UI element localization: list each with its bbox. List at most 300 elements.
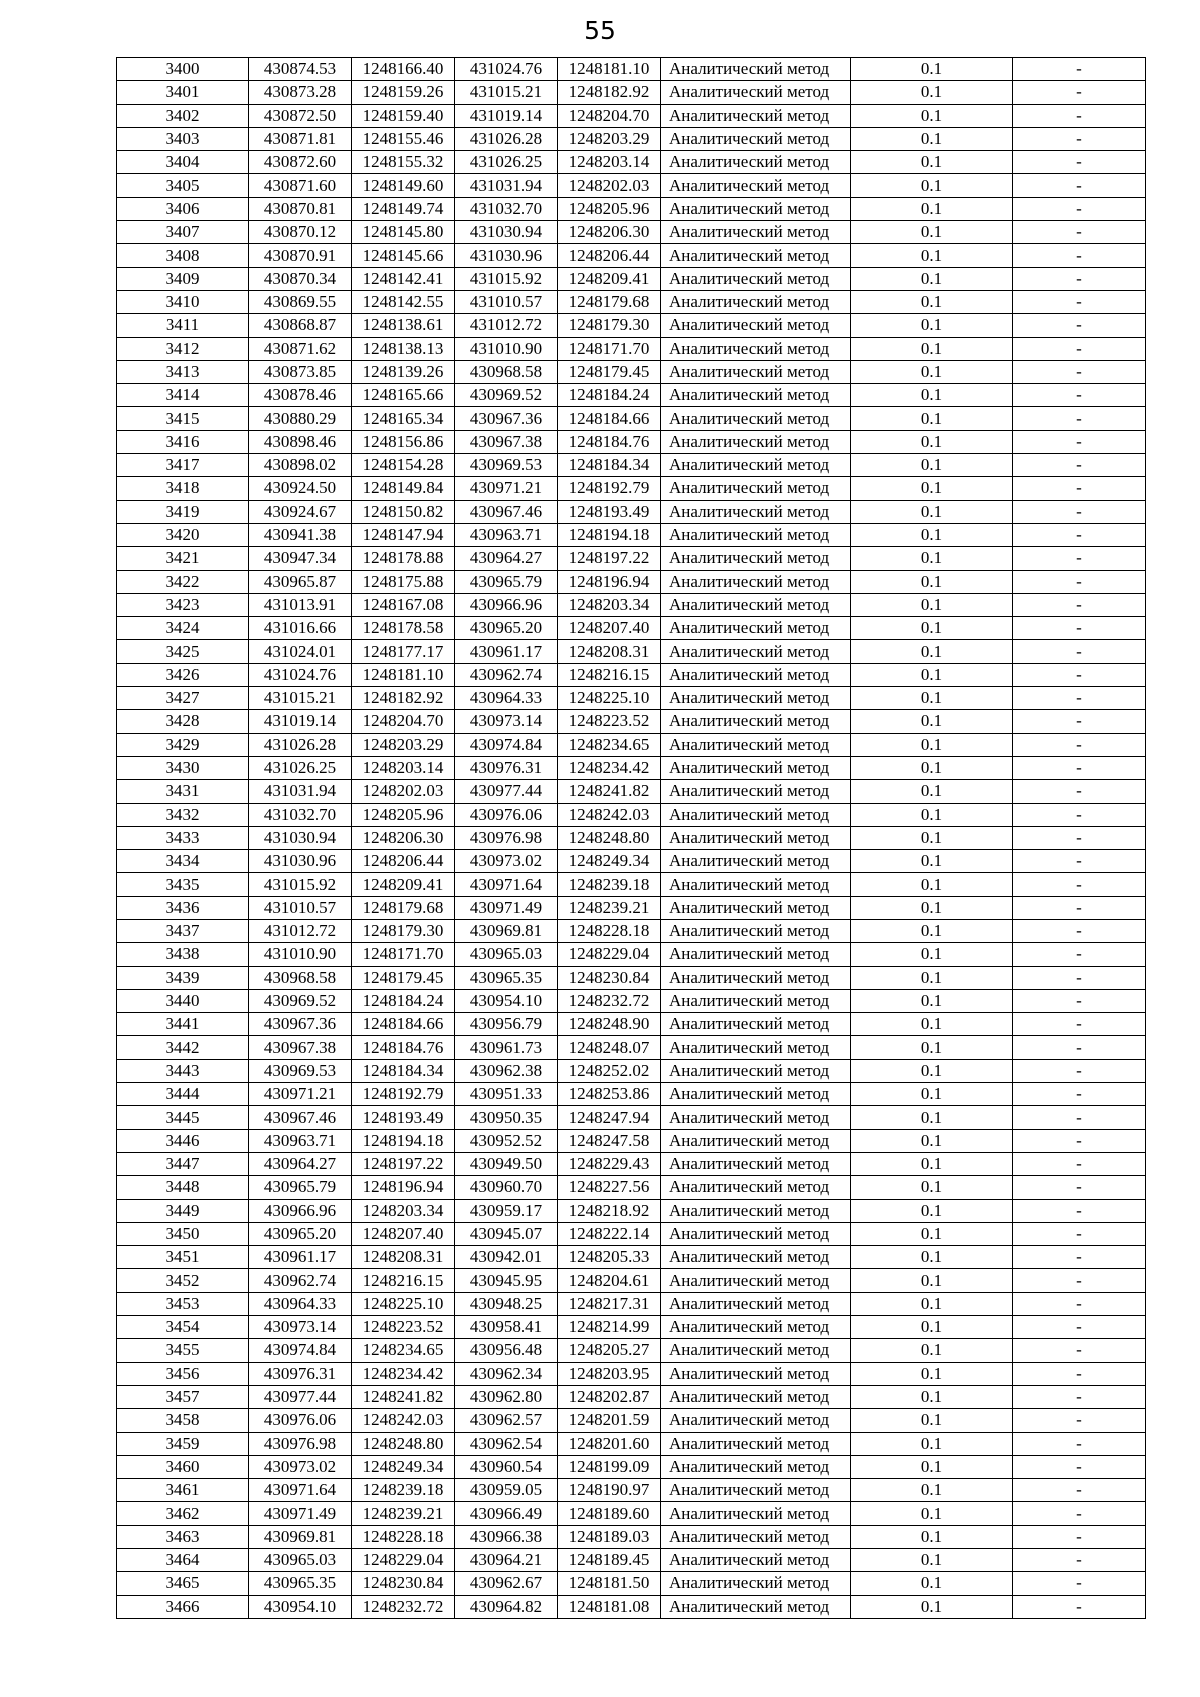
- y2-cell: 1248179.45: [558, 360, 661, 383]
- table-row: [117, 314, 1146, 337]
- table-row: [117, 1409, 1146, 1432]
- y1-cell: 1248232.72: [352, 1595, 455, 1618]
- y2-cell: 1248205.33: [558, 1246, 661, 1269]
- y1-cell: 1248181.10: [352, 663, 455, 686]
- accuracy-cell: 0.1: [851, 547, 1013, 570]
- note-cell: -: [1013, 430, 1146, 453]
- table-row: [117, 127, 1146, 150]
- accuracy-cell: 0.1: [851, 1549, 1013, 1572]
- accuracy-cell: 0.1: [851, 523, 1013, 546]
- y2-cell: 1248181.08: [558, 1595, 661, 1618]
- x1-cell: 430976.06: [249, 1409, 352, 1432]
- y1-cell: 1248228.18: [352, 1525, 455, 1548]
- table-row: [117, 1339, 1146, 1362]
- method-cell: Аналитический метод: [661, 1152, 851, 1175]
- note-cell: -: [1013, 919, 1146, 942]
- x2-cell: 430948.25: [455, 1292, 558, 1315]
- x2-cell: 431031.94: [455, 174, 558, 197]
- y1-cell: 1248239.18: [352, 1479, 455, 1502]
- y1-cell: 1248171.70: [352, 943, 455, 966]
- method-cell: Аналитический метод: [661, 570, 851, 593]
- point-number-cell: 3434: [117, 850, 249, 873]
- y1-cell: 1248142.55: [352, 290, 455, 313]
- table-row: [117, 197, 1146, 220]
- y1-cell: 1248142.41: [352, 267, 455, 290]
- x1-cell: 430966.96: [249, 1199, 352, 1222]
- point-number-cell: 3430: [117, 756, 249, 779]
- point-number-cell: 3466: [117, 1595, 249, 1618]
- x1-cell: 430969.53: [249, 1059, 352, 1082]
- x1-cell: 430873.28: [249, 81, 352, 104]
- note-cell: -: [1013, 826, 1146, 849]
- note-cell: -: [1013, 360, 1146, 383]
- x1-cell: 431024.01: [249, 640, 352, 663]
- y1-cell: 1248149.60: [352, 174, 455, 197]
- y2-cell: 1248229.43: [558, 1152, 661, 1175]
- accuracy-cell: 0.1: [851, 360, 1013, 383]
- point-number-cell: 3441: [117, 1013, 249, 1036]
- y1-cell: 1248204.70: [352, 710, 455, 733]
- x1-cell: 431012.72: [249, 919, 352, 942]
- table-row: [117, 547, 1146, 570]
- accuracy-cell: 0.1: [851, 1083, 1013, 1106]
- y1-cell: 1248159.40: [352, 104, 455, 127]
- x2-cell: 431019.14: [455, 104, 558, 127]
- y2-cell: 1248179.68: [558, 290, 661, 313]
- table-row: [117, 896, 1146, 919]
- table-row: [117, 1432, 1146, 1455]
- method-cell: Аналитический метод: [661, 290, 851, 313]
- x2-cell: 430967.38: [455, 430, 558, 453]
- accuracy-cell: 0.1: [851, 1222, 1013, 1245]
- point-number-cell: 3425: [117, 640, 249, 663]
- x2-cell: 430976.98: [455, 826, 558, 849]
- x1-cell: 431015.92: [249, 873, 352, 896]
- note-cell: -: [1013, 1409, 1146, 1432]
- x1-cell: 431030.94: [249, 826, 352, 849]
- y2-cell: 1248247.58: [558, 1129, 661, 1152]
- point-number-cell: 3429: [117, 733, 249, 756]
- y2-cell: 1248204.70: [558, 104, 661, 127]
- accuracy-cell: 0.1: [851, 1432, 1013, 1455]
- accuracy-cell: 0.1: [851, 640, 1013, 663]
- accuracy-cell: 0.1: [851, 826, 1013, 849]
- x2-cell: 430949.50: [455, 1152, 558, 1175]
- table-row: [117, 756, 1146, 779]
- point-number-cell: 3418: [117, 477, 249, 500]
- table-row: [117, 663, 1146, 686]
- x1-cell: 430873.85: [249, 360, 352, 383]
- x1-cell: 430973.14: [249, 1316, 352, 1339]
- y1-cell: 1248230.84: [352, 1572, 455, 1595]
- y2-cell: 1248206.30: [558, 221, 661, 244]
- y2-cell: 1248206.44: [558, 244, 661, 267]
- accuracy-cell: 0.1: [851, 593, 1013, 616]
- method-cell: Аналитический метод: [661, 221, 851, 244]
- table-row: [117, 640, 1146, 663]
- note-cell: -: [1013, 710, 1146, 733]
- x1-cell: 430924.67: [249, 500, 352, 523]
- accuracy-cell: 0.1: [851, 896, 1013, 919]
- accuracy-cell: 0.1: [851, 314, 1013, 337]
- y1-cell: 1248178.88: [352, 547, 455, 570]
- table-row: [117, 151, 1146, 174]
- x2-cell: 430964.33: [455, 687, 558, 710]
- note-cell: -: [1013, 663, 1146, 686]
- table-row: [117, 1455, 1146, 1478]
- method-cell: Аналитический метод: [661, 780, 851, 803]
- point-number-cell: 3453: [117, 1292, 249, 1315]
- point-number-cell: 3463: [117, 1525, 249, 1548]
- point-number-cell: 3439: [117, 966, 249, 989]
- y1-cell: 1248242.03: [352, 1409, 455, 1432]
- point-number-cell: 3454: [117, 1316, 249, 1339]
- x1-cell: 430878.46: [249, 384, 352, 407]
- point-number-cell: 3419: [117, 500, 249, 523]
- y1-cell: 1248216.15: [352, 1269, 455, 1292]
- method-cell: Аналитический метод: [661, 1432, 851, 1455]
- note-cell: -: [1013, 803, 1146, 826]
- x2-cell: 430965.20: [455, 617, 558, 640]
- accuracy-cell: 0.1: [851, 756, 1013, 779]
- method-cell: Аналитический метод: [661, 151, 851, 174]
- note-cell: -: [1013, 1292, 1146, 1315]
- method-cell: Аналитический метод: [661, 663, 851, 686]
- y1-cell: 1248203.29: [352, 733, 455, 756]
- y1-cell: 1248138.61: [352, 314, 455, 337]
- point-number-cell: 3450: [117, 1222, 249, 1245]
- y2-cell: 1248196.94: [558, 570, 661, 593]
- method-cell: Аналитический метод: [661, 1176, 851, 1199]
- table-row: [117, 221, 1146, 244]
- y1-cell: 1248139.26: [352, 360, 455, 383]
- x2-cell: 431024.76: [455, 58, 558, 81]
- point-number-cell: 3416: [117, 430, 249, 453]
- note-cell: -: [1013, 477, 1146, 500]
- point-number-cell: 3406: [117, 197, 249, 220]
- table-row: [117, 1595, 1146, 1618]
- method-cell: Аналитический метод: [661, 1455, 851, 1478]
- y1-cell: 1248166.40: [352, 58, 455, 81]
- accuracy-cell: 0.1: [851, 1479, 1013, 1502]
- method-cell: Аналитический метод: [661, 687, 851, 710]
- y2-cell: 1248192.79: [558, 477, 661, 500]
- point-number-cell: 3458: [117, 1409, 249, 1432]
- y2-cell: 1248203.95: [558, 1362, 661, 1385]
- method-cell: Аналитический метод: [661, 640, 851, 663]
- point-number-cell: 3424: [117, 617, 249, 640]
- x1-cell: 431024.76: [249, 663, 352, 686]
- table-row: [117, 1479, 1146, 1502]
- page-number: 55: [584, 16, 616, 45]
- y1-cell: 1248205.96: [352, 803, 455, 826]
- note-cell: -: [1013, 454, 1146, 477]
- note-cell: -: [1013, 1036, 1146, 1059]
- table-row: [117, 500, 1146, 523]
- y1-cell: 1248175.88: [352, 570, 455, 593]
- note-cell: -: [1013, 1129, 1146, 1152]
- y1-cell: 1248229.04: [352, 1549, 455, 1572]
- method-cell: Аналитический метод: [661, 850, 851, 873]
- x2-cell: 430962.74: [455, 663, 558, 686]
- x1-cell: 431031.94: [249, 780, 352, 803]
- y2-cell: 1248247.94: [558, 1106, 661, 1129]
- method-cell: Аналитический метод: [661, 1385, 851, 1408]
- method-cell: Аналитический метод: [661, 966, 851, 989]
- method-cell: Аналитический метод: [661, 1595, 851, 1618]
- note-cell: -: [1013, 1269, 1146, 1292]
- accuracy-cell: 0.1: [851, 384, 1013, 407]
- x2-cell: 430966.49: [455, 1502, 558, 1525]
- y2-cell: 1248204.61: [558, 1269, 661, 1292]
- x2-cell: 431032.70: [455, 197, 558, 220]
- accuracy-cell: 0.1: [851, 290, 1013, 313]
- accuracy-cell: 0.1: [851, 430, 1013, 453]
- x2-cell: 430959.17: [455, 1199, 558, 1222]
- accuracy-cell: 0.1: [851, 873, 1013, 896]
- y1-cell: 1248155.32: [352, 151, 455, 174]
- x2-cell: 431015.92: [455, 267, 558, 290]
- note-cell: -: [1013, 780, 1146, 803]
- y1-cell: 1248179.30: [352, 919, 455, 942]
- method-cell: Аналитический метод: [661, 1106, 851, 1129]
- x1-cell: 430963.71: [249, 1129, 352, 1152]
- method-cell: Аналитический метод: [661, 1409, 851, 1432]
- point-number-cell: 3442: [117, 1036, 249, 1059]
- method-cell: Аналитический метод: [661, 360, 851, 383]
- y1-cell: 1248203.34: [352, 1199, 455, 1222]
- y2-cell: 1248189.45: [558, 1549, 661, 1572]
- method-cell: Аналитический метод: [661, 826, 851, 849]
- x2-cell: 430961.17: [455, 640, 558, 663]
- y2-cell: 1248201.59: [558, 1409, 661, 1432]
- table-row: [117, 1502, 1146, 1525]
- x2-cell: 430960.54: [455, 1455, 558, 1478]
- y2-cell: 1248181.50: [558, 1572, 661, 1595]
- note-cell: -: [1013, 640, 1146, 663]
- y2-cell: 1248227.56: [558, 1176, 661, 1199]
- note-cell: -: [1013, 104, 1146, 127]
- x1-cell: 430870.12: [249, 221, 352, 244]
- y2-cell: 1248189.60: [558, 1502, 661, 1525]
- x2-cell: 430961.73: [455, 1036, 558, 1059]
- accuracy-cell: 0.1: [851, 267, 1013, 290]
- accuracy-cell: 0.1: [851, 1502, 1013, 1525]
- method-cell: Аналитический метод: [661, 733, 851, 756]
- y2-cell: 1248223.52: [558, 710, 661, 733]
- method-cell: Аналитический метод: [661, 1316, 851, 1339]
- method-cell: Аналитический метод: [661, 1549, 851, 1572]
- table-row: [117, 523, 1146, 546]
- y2-cell: 1248194.18: [558, 523, 661, 546]
- method-cell: Аналитический метод: [661, 989, 851, 1012]
- method-cell: Аналитический метод: [661, 197, 851, 220]
- y2-cell: 1248182.92: [558, 81, 661, 104]
- table-row: [117, 174, 1146, 197]
- x1-cell: 430962.74: [249, 1269, 352, 1292]
- accuracy-cell: 0.1: [851, 1036, 1013, 1059]
- y2-cell: 1248222.14: [558, 1222, 661, 1245]
- note-cell: -: [1013, 523, 1146, 546]
- x1-cell: 430971.49: [249, 1502, 352, 1525]
- x1-cell: 430961.17: [249, 1246, 352, 1269]
- method-cell: Аналитический метод: [661, 1479, 851, 1502]
- point-number-cell: 3460: [117, 1455, 249, 1478]
- point-number-cell: 3449: [117, 1199, 249, 1222]
- note-cell: -: [1013, 1246, 1146, 1269]
- note-cell: -: [1013, 197, 1146, 220]
- x1-cell: 430967.36: [249, 1013, 352, 1036]
- x2-cell: 430967.46: [455, 500, 558, 523]
- x1-cell: 430965.03: [249, 1549, 352, 1572]
- x2-cell: 430964.21: [455, 1549, 558, 1572]
- accuracy-cell: 0.1: [851, 1152, 1013, 1175]
- method-cell: Аналитический метод: [661, 710, 851, 733]
- x2-cell: 430960.70: [455, 1176, 558, 1199]
- x2-cell: 430965.03: [455, 943, 558, 966]
- y1-cell: 1248145.80: [352, 221, 455, 244]
- y1-cell: 1248178.58: [352, 617, 455, 640]
- x1-cell: 430871.81: [249, 127, 352, 150]
- x2-cell: 430974.84: [455, 733, 558, 756]
- y1-cell: 1248206.44: [352, 850, 455, 873]
- note-cell: -: [1013, 244, 1146, 267]
- x1-cell: 430870.81: [249, 197, 352, 220]
- method-cell: Аналитический метод: [661, 244, 851, 267]
- y1-cell: 1248193.49: [352, 1106, 455, 1129]
- point-number-cell: 3409: [117, 267, 249, 290]
- point-number-cell: 3433: [117, 826, 249, 849]
- y2-cell: 1248214.99: [558, 1316, 661, 1339]
- point-number-cell: 3432: [117, 803, 249, 826]
- y1-cell: 1248179.45: [352, 966, 455, 989]
- y2-cell: 1248203.29: [558, 127, 661, 150]
- note-cell: -: [1013, 1176, 1146, 1199]
- x1-cell: 430947.34: [249, 547, 352, 570]
- table-row: [117, 826, 1146, 849]
- y2-cell: 1248184.76: [558, 430, 661, 453]
- accuracy-cell: 0.1: [851, 104, 1013, 127]
- method-cell: Аналитический метод: [661, 1269, 851, 1292]
- table-row: [117, 687, 1146, 710]
- note-cell: -: [1013, 1083, 1146, 1106]
- y1-cell: 1248165.66: [352, 384, 455, 407]
- x2-cell: 430976.06: [455, 803, 558, 826]
- point-number-cell: 3400: [117, 58, 249, 81]
- note-cell: -: [1013, 1595, 1146, 1618]
- table-row: [117, 733, 1146, 756]
- x1-cell: 430967.46: [249, 1106, 352, 1129]
- note-cell: -: [1013, 1199, 1146, 1222]
- y1-cell: 1248208.31: [352, 1246, 455, 1269]
- accuracy-cell: 0.1: [851, 966, 1013, 989]
- point-number-cell: 3452: [117, 1269, 249, 1292]
- method-cell: Аналитический метод: [661, 477, 851, 500]
- table-row: [117, 1106, 1146, 1129]
- method-cell: Аналитический метод: [661, 919, 851, 942]
- method-cell: Аналитический метод: [661, 430, 851, 453]
- y1-cell: 1248241.82: [352, 1385, 455, 1408]
- note-cell: -: [1013, 1572, 1146, 1595]
- x2-cell: 430964.82: [455, 1595, 558, 1618]
- table-row: [117, 1083, 1146, 1106]
- accuracy-cell: 0.1: [851, 1362, 1013, 1385]
- x1-cell: 430968.58: [249, 966, 352, 989]
- x2-cell: 430966.96: [455, 593, 558, 616]
- method-cell: Аналитический метод: [661, 174, 851, 197]
- x1-cell: 431016.66: [249, 617, 352, 640]
- method-cell: Аналитический метод: [661, 943, 851, 966]
- x1-cell: 430870.91: [249, 244, 352, 267]
- x2-cell: 431010.57: [455, 290, 558, 313]
- x2-cell: 430968.58: [455, 360, 558, 383]
- note-cell: -: [1013, 896, 1146, 919]
- point-number-cell: 3435: [117, 873, 249, 896]
- y1-cell: 1248184.24: [352, 989, 455, 1012]
- note-cell: -: [1013, 337, 1146, 360]
- x2-cell: 430965.35: [455, 966, 558, 989]
- table-row: [117, 1362, 1146, 1385]
- x1-cell: 430971.21: [249, 1083, 352, 1106]
- x2-cell: 430964.27: [455, 547, 558, 570]
- method-cell: Аналитический метод: [661, 593, 851, 616]
- x1-cell: 430976.31: [249, 1362, 352, 1385]
- x1-cell: 431015.21: [249, 687, 352, 710]
- x1-cell: 431032.70: [249, 803, 352, 826]
- accuracy-cell: 0.1: [851, 1339, 1013, 1362]
- x2-cell: 430971.64: [455, 873, 558, 896]
- x2-cell: 431030.96: [455, 244, 558, 267]
- y1-cell: 1248239.21: [352, 1502, 455, 1525]
- accuracy-cell: 0.1: [851, 197, 1013, 220]
- x2-cell: 430959.05: [455, 1479, 558, 1502]
- y1-cell: 1248156.86: [352, 430, 455, 453]
- x1-cell: 431019.14: [249, 710, 352, 733]
- note-cell: -: [1013, 127, 1146, 150]
- note-cell: -: [1013, 1339, 1146, 1362]
- x1-cell: 430973.02: [249, 1455, 352, 1478]
- point-number-cell: 3426: [117, 663, 249, 686]
- x2-cell: 430965.79: [455, 570, 558, 593]
- x2-cell: 430951.33: [455, 1083, 558, 1106]
- accuracy-cell: 0.1: [851, 1572, 1013, 1595]
- x1-cell: 430969.81: [249, 1525, 352, 1548]
- x1-cell: 430871.60: [249, 174, 352, 197]
- table-row: [117, 58, 1146, 81]
- x2-cell: 430945.07: [455, 1222, 558, 1245]
- y1-cell: 1248184.34: [352, 1059, 455, 1082]
- x1-cell: 430967.38: [249, 1036, 352, 1059]
- point-number-cell: 3423: [117, 593, 249, 616]
- y1-cell: 1248177.17: [352, 640, 455, 663]
- table-row: [117, 850, 1146, 873]
- table-row: [117, 1222, 1146, 1245]
- method-cell: Аналитический метод: [661, 1572, 851, 1595]
- point-number-cell: 3457: [117, 1385, 249, 1408]
- x1-cell: 431026.25: [249, 756, 352, 779]
- point-number-cell: 3405: [117, 174, 249, 197]
- y1-cell: 1248184.76: [352, 1036, 455, 1059]
- accuracy-cell: 0.1: [851, 1269, 1013, 1292]
- x2-cell: 430963.71: [455, 523, 558, 546]
- accuracy-cell: 0.1: [851, 687, 1013, 710]
- point-number-cell: 3428: [117, 710, 249, 733]
- table-row: [117, 104, 1146, 127]
- y2-cell: 1248189.03: [558, 1525, 661, 1548]
- y2-cell: 1248205.27: [558, 1339, 661, 1362]
- note-cell: -: [1013, 500, 1146, 523]
- note-cell: -: [1013, 81, 1146, 104]
